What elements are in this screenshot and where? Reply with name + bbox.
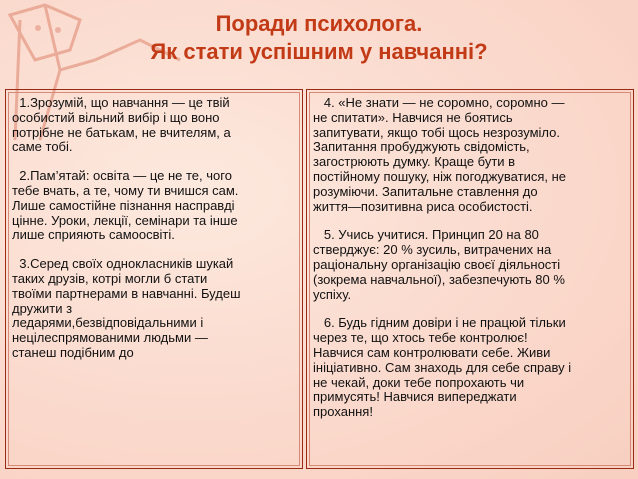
tip-6: 6. Будь гідним довіри і не працюй тільки через те, що хтось тебе контролює! Навчися сам контролювати себе. Живи ініціативно. Сам знаходь для себе справу і не чекай, доки тебе попрохають чи примусять! Навчися випереджати прохання!: [313, 315, 572, 420]
left-text-column: [5, 89, 303, 469]
tip-1: 1.Зрозумій, що навчання — це твій особистий вільний вибір і що воно потрібне не батькам, не вчителям, а саме тобі.: [12, 95, 231, 155]
right-text-column: [306, 89, 634, 469]
tip-4: 4. «Не знати — не соромно, соромно — не спитати». Навчися не боятись запитувати, якщо тобі щось незрозуміло. Запитання пробуджують свідомість, загострюють думку. Краще бути в постійному пошуку, ніж погоджуватися, не розуміючи. Запитальне ставлення до життя—позитивна риса особистості.: [313, 95, 566, 214]
title-line-1: Поради психолога.: [215, 11, 423, 36]
tip-2: 2.Пам’ятай: освіта — це не те, чого тебе вчать, а те, чому ти вчишся сам. Лише самостійне пізнання насправді цінне. Уроки, лекції, семінари та інше лише сприяють самоосвіті.: [12, 168, 239, 243]
tip-3: 3.Серед своїх однокласників шукай таких друзів, котрі могли б стати твоїми партнерами в навчанні. Будеш дружити з ледарями,безвідповідальними і нецілеспрямованими людьми — станеш подібним до: [12, 256, 241, 360]
title-line-2: Як стати успішним у навчанні?: [150, 39, 488, 64]
slide-title: [0, 10, 638, 66]
tip-5: 5. Учись учитися. Принцип 20 на 80 стверджує: 20 % зусиль, витрачених на раціональну організацію своєї діяльності (зокрема навчальної), забезпечують 80 % успіху.: [313, 227, 565, 302]
